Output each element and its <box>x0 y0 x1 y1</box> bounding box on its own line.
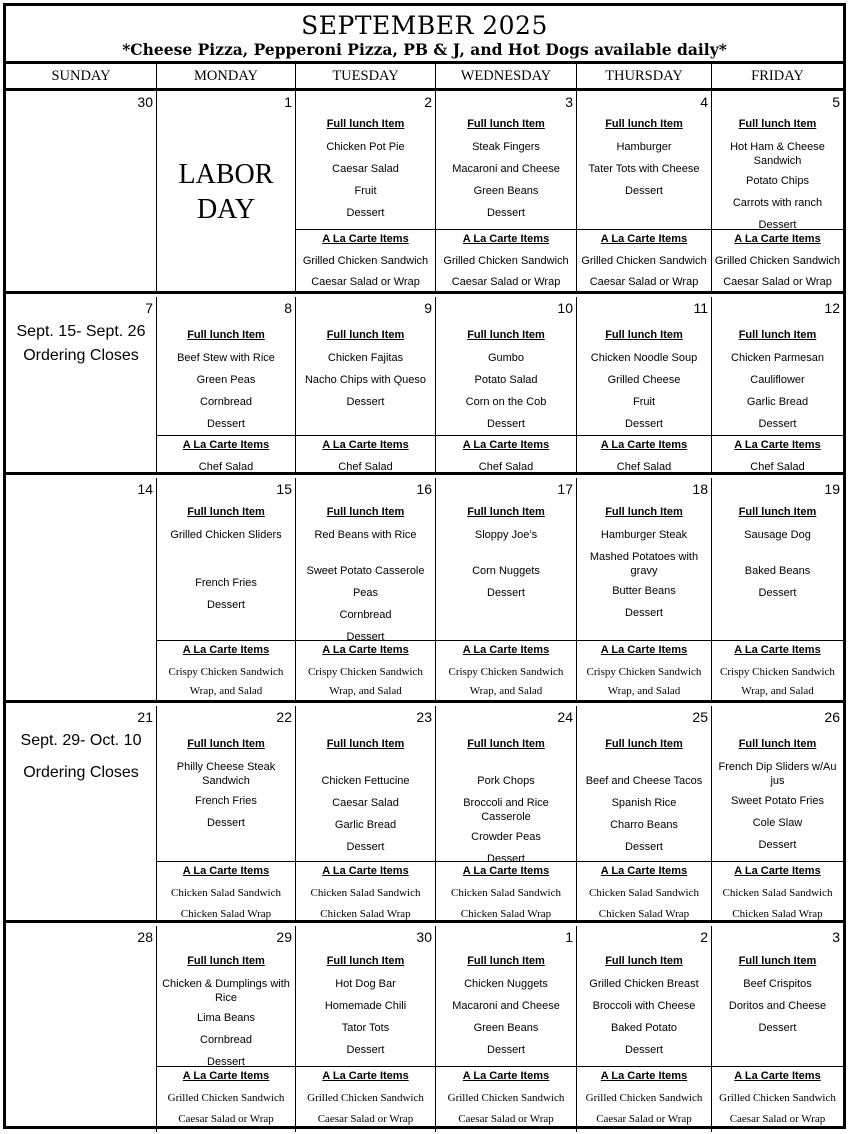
divider <box>712 435 843 436</box>
full-lunch-header: Full lunch Item <box>467 506 545 518</box>
a-la-carte-item: Caesar Salad or Wrap <box>589 276 699 288</box>
menu-item: French Fries <box>195 795 257 807</box>
menu-item: Dessert <box>487 853 525 865</box>
divider <box>296 435 435 436</box>
day-number: 3 <box>565 94 573 110</box>
divider <box>577 1066 711 1067</box>
menu-item: Dessert <box>207 418 245 430</box>
a-la-carte-item: Crispy Chicken Sandwich <box>308 666 423 678</box>
a-la-carte-header: A La Carte Items <box>322 233 409 245</box>
day-cell <box>577 478 712 700</box>
a-la-carte-item: Grilled Chicken Sandwich <box>719 1092 836 1104</box>
weekday-friday: FRIDAY <box>751 68 804 84</box>
day-cell <box>436 706 577 920</box>
a-la-carte-item: Chef Salad <box>478 461 534 473</box>
day-cell <box>157 706 296 920</box>
week-row <box>6 706 843 923</box>
day-number: 14 <box>137 481 153 497</box>
menu-item: Dessert <box>207 599 245 611</box>
week-row <box>6 478 843 703</box>
menu-item: Carrots with ranch <box>732 197 823 209</box>
menu-item: Doritos and Cheese <box>728 1000 827 1012</box>
day-number: 16 <box>416 481 432 497</box>
menu-item: Dessert <box>487 418 525 430</box>
menu-item: Chicken Pot Pie <box>326 141 405 153</box>
day-number: 1 <box>284 94 292 110</box>
menu-item: Cauliflower <box>750 374 805 386</box>
a-la-carte-header: A La Carte Items <box>182 865 270 877</box>
menu-item: Green Beans <box>473 1022 539 1034</box>
menu-item: Hot Dog Bar <box>335 978 396 990</box>
calendar-title: SEPTEMBER 2025 <box>301 11 548 40</box>
full-lunch-header: Full lunch Item <box>187 955 265 967</box>
a-la-carte-item: Chicken Salad Wrap <box>320 908 411 920</box>
day-cell <box>157 297 296 472</box>
ordering-note: Sept. 29- Oct. 10 <box>20 732 142 749</box>
day-number: 29 <box>276 929 292 945</box>
menu-item: Nacho Chips with Queso <box>304 374 427 386</box>
a-la-carte-item: Caesar Salad or Wrap <box>723 276 832 288</box>
divider <box>712 229 843 230</box>
a-la-carte-item: Chicken Salad Sandwich <box>171 887 281 899</box>
day-number: 11 <box>693 300 708 316</box>
menu-item: Grilled Cheese <box>607 374 681 386</box>
day-number: 21 <box>137 709 153 725</box>
a-la-carte-item: Grilled Chicken Sandwich <box>443 255 569 267</box>
full-lunch-header: Full lunch Item <box>738 329 817 341</box>
menu-item: Potato Chips <box>746 175 809 187</box>
day-number: 30 <box>416 929 432 945</box>
menu-item: Chicken Noodle Soup <box>590 352 698 364</box>
menu-item: Sweet Potato Fries <box>731 795 824 807</box>
holiday-label-line: LABOR <box>178 159 274 190</box>
full-lunch-header: Full lunch Item <box>187 329 265 341</box>
full-lunch-header: Full lunch Item <box>187 738 265 750</box>
day-number: 24 <box>557 709 573 725</box>
menu-item: Dessert <box>207 817 245 829</box>
a-la-carte-header: A La Carte Items <box>462 865 550 877</box>
menu-item: Sloppy Joe’s <box>474 529 538 541</box>
a-la-carte-item: Caesar Salad or Wrap <box>451 276 561 288</box>
day-cell <box>296 706 436 920</box>
a-la-carte-item: Chef Salad <box>338 461 393 473</box>
menu-item: Dessert <box>346 1044 385 1056</box>
day-cell <box>712 297 843 472</box>
divider <box>296 1066 435 1067</box>
menu-item: Charro Beans <box>610 819 678 831</box>
divider <box>296 861 435 862</box>
full-lunch-header: Full lunch Item <box>605 738 683 750</box>
day-number: 10 <box>557 300 573 316</box>
a-la-carte-item: Chicken Salad Wrap <box>598 908 690 920</box>
full-lunch-header: Full lunch Item <box>738 738 817 750</box>
a-la-carte-item: Chicken Salad Wrap <box>460 908 552 920</box>
divider <box>712 861 843 862</box>
menu-item: Potato Salad <box>474 374 538 386</box>
menu-item: Broccoli and Rice Casserole <box>463 797 549 823</box>
day-number: 5 <box>832 94 840 110</box>
weekday-wednesday: WEDNESDAY <box>436 64 577 88</box>
divider <box>436 1066 576 1067</box>
a-la-carte-item: Chef Salad <box>750 461 805 473</box>
a-la-carte-item: Grilled Chicken Sandwich <box>307 1092 424 1104</box>
menu-item: Cole Slaw <box>752 817 803 829</box>
a-la-carte-header: A La Carte Items <box>322 439 409 451</box>
divider <box>436 640 576 641</box>
divider <box>577 435 711 436</box>
ordering-note: Sept. 15- Sept. 26 <box>16 323 146 340</box>
full-lunch-header: Full lunch Item <box>467 118 545 130</box>
menu-item: Cornbread <box>200 396 252 408</box>
a-la-carte-item: Grilled Chicken Sandwich <box>714 255 841 267</box>
menu-item: Garlic Bread <box>746 396 809 408</box>
divider <box>712 640 843 641</box>
a-la-carte-item: Grilled Chicken Sandwich <box>581 255 707 267</box>
a-la-carte-item: Grilled Chicken Sandwich <box>585 1092 703 1104</box>
divider <box>296 640 435 641</box>
weekday-header-row <box>6 64 843 91</box>
menu-item: Corn on the Cob <box>465 396 547 408</box>
day-cell <box>157 926 296 1132</box>
day-cell-sunday <box>6 478 157 700</box>
menu-item: Beef Crispitos <box>743 978 812 990</box>
menu-item: Dessert <box>758 1022 797 1034</box>
holiday-label-line: DAY <box>196 194 256 225</box>
menu-item: Macaroni and Cheese <box>452 163 560 175</box>
menu-item: Fruit <box>633 396 655 408</box>
menu-item: Beef and Cheese Tacos <box>585 775 703 787</box>
menu-item: Dessert <box>346 207 385 219</box>
a-la-carte-header: A La Carte Items <box>600 865 688 877</box>
a-la-carte-header: A La Carte Items <box>600 439 688 451</box>
menu-item: Butter Beans <box>612 585 676 597</box>
day-number: 7 <box>145 300 153 316</box>
day-number: 3 <box>832 929 840 945</box>
day-number: 30 <box>137 94 153 110</box>
full-lunch-header: Full lunch Item <box>738 118 817 130</box>
day-cell <box>436 926 577 1132</box>
divider <box>157 1066 295 1067</box>
menu-item: Caesar Salad <box>332 797 399 809</box>
menu-item: Green Peas <box>196 374 256 386</box>
a-la-carte-item: Caesar Salad or Wrap <box>178 1113 274 1125</box>
menu-item: Baked Potato <box>610 1022 678 1034</box>
full-lunch-header: Full lunch Item <box>605 118 683 130</box>
a-la-carte-header: A La Carte Items <box>734 1070 821 1082</box>
ordering-note: Ordering Closes <box>23 764 139 781</box>
menu-item: Chicken Nuggets <box>464 978 548 990</box>
day-number: 18 <box>692 481 708 497</box>
full-lunch-header: Full lunch Item <box>326 329 405 341</box>
a-la-carte-item: Grilled Chicken Sandwich <box>447 1092 565 1104</box>
day-number: 28 <box>137 929 153 945</box>
divider <box>436 435 576 436</box>
day-cell <box>157 91 296 291</box>
menu-item: Homemade Chili <box>324 1000 407 1012</box>
full-lunch-header: Full lunch Item <box>605 955 683 967</box>
menu-item: Lima Beans <box>196 1012 256 1024</box>
a-la-carte-item: Caesar Salad or Wrap <box>458 1113 554 1125</box>
ordering-note: Ordering Closes <box>23 347 139 364</box>
a-la-carte-item: Crispy Chicken Sandwich <box>586 666 702 678</box>
day-cell <box>577 706 712 920</box>
day-cell-sunday <box>6 297 157 472</box>
a-la-carte-header: A La Carte Items <box>600 644 688 656</box>
day-number: 26 <box>824 709 840 725</box>
divider <box>157 640 295 641</box>
full-lunch-header: Full lunch Item <box>467 738 545 750</box>
day-cell <box>577 297 712 472</box>
full-lunch-header: Full lunch Item <box>187 506 265 518</box>
menu-item: Dessert <box>625 1044 663 1056</box>
a-la-carte-header: A La Carte Items <box>462 439 550 451</box>
menu-item: Fruit <box>354 185 377 197</box>
a-la-carte-item: Chicken Salad Sandwich <box>722 887 833 899</box>
day-cell <box>296 926 436 1132</box>
a-la-carte-header: A La Carte Items <box>182 1070 270 1082</box>
menu-item: Steak Fingers <box>472 141 540 153</box>
a-la-carte-header: A La Carte Items <box>734 644 821 656</box>
a-la-carte-item: Wrap, and Salad <box>189 685 263 697</box>
a-la-carte-item: Caesar Salad or Wrap <box>317 1113 414 1125</box>
menu-item: Dessert <box>758 839 797 851</box>
menu-item: Dessert <box>207 1056 245 1068</box>
menu-item: Tater Tots with Cheese <box>588 163 700 175</box>
a-la-carte-header: A La Carte Items <box>322 644 409 656</box>
menu-item: Dessert <box>487 1044 525 1056</box>
a-la-carte-item: Wrap, and Salad <box>469 685 543 697</box>
full-lunch-header: Full lunch Item <box>738 506 817 518</box>
a-la-carte-header: A La Carte Items <box>600 233 688 245</box>
a-la-carte-header: A La Carte Items <box>322 1070 409 1082</box>
a-la-carte-header: A La Carte Items <box>734 865 821 877</box>
weekday-monday: MONDAY <box>157 64 296 88</box>
divider <box>577 229 711 230</box>
menu-item: Crowder Peas <box>471 831 541 843</box>
menu-item: Sausage Dog <box>744 529 811 541</box>
divider <box>712 1066 843 1067</box>
day-cell <box>712 91 843 291</box>
menu-item: Mashed Potatoes with gravy <box>589 551 699 577</box>
a-la-carte-item: Wrap, and Salad <box>607 685 681 697</box>
menu-item: Gumbo <box>487 352 525 364</box>
menu-item: Dessert <box>346 841 385 853</box>
a-la-carte-header: A La Carte Items <box>462 233 550 245</box>
day-cell <box>157 478 296 700</box>
divider <box>577 861 711 862</box>
menu-item: Broccoli with Cheese <box>592 1000 696 1012</box>
a-la-carte-header: A La Carte Items <box>600 1070 688 1082</box>
weekday-tuesday: TUESDAY <box>296 64 436 88</box>
a-la-carte-header: A La Carte Items <box>182 644 270 656</box>
divider <box>436 861 576 862</box>
day-cell-sunday <box>6 926 157 1132</box>
day-number: 23 <box>416 709 432 725</box>
weekday-thursday: THURSDAY <box>577 64 712 88</box>
divider <box>157 861 295 862</box>
day-cell <box>436 478 577 700</box>
day-number: 4 <box>700 94 708 110</box>
a-la-carte-item: Chicken Salad Sandwich <box>451 887 561 899</box>
menu-item: Grilled Chicken Sliders <box>170 529 282 541</box>
menu-item: Dessert <box>758 219 797 231</box>
menu-item: Chicken Fettucine <box>321 775 410 787</box>
menu-item: Tator Tots <box>341 1022 390 1034</box>
weekday-sunday: SUNDAY <box>6 64 157 88</box>
full-lunch-header: Full lunch Item <box>467 955 545 967</box>
a-la-carte-header: A La Carte Items <box>734 439 821 451</box>
day-cell <box>712 706 843 920</box>
full-lunch-header: Full lunch Item <box>605 506 683 518</box>
a-la-carte-item: Caesar Salad or Wrap <box>311 276 420 288</box>
week-row <box>6 926 843 1132</box>
menu-item: Dessert <box>625 418 663 430</box>
a-la-carte-item: Wrap, and Salad <box>329 685 402 697</box>
menu-item: Spanish Rice <box>611 797 677 809</box>
a-la-carte-item: Caesar Salad or Wrap <box>596 1113 692 1125</box>
menu-item: Baked Beans <box>744 565 811 577</box>
menu-item: Hamburger Steak <box>600 529 688 541</box>
day-cell <box>436 91 577 291</box>
a-la-carte-item: Wrap, and Salad <box>741 685 814 697</box>
menu-item: Chicken Fajitas <box>327 352 404 364</box>
a-la-carte-item: Chicken Salad Sandwich <box>310 887 421 899</box>
full-lunch-header: Full lunch Item <box>326 118 405 130</box>
day-number: 9 <box>424 300 432 316</box>
a-la-carte-item: Crispy Chicken Sandwich <box>168 666 284 678</box>
holiday-label <box>157 157 295 227</box>
menu-item: Cornbread <box>339 609 392 621</box>
menu-item: Dessert <box>758 587 797 599</box>
day-cell <box>577 926 712 1132</box>
menu-item: Grilled Chicken Breast <box>589 978 699 990</box>
divider <box>296 229 435 230</box>
menu-item: Pork Chops <box>477 775 535 787</box>
menu-item: Dessert <box>346 396 385 408</box>
calendar-header <box>6 6 843 64</box>
day-number: 19 <box>824 481 840 497</box>
calendar-subtitle: *Cheese Pizza, Pepperoni Pizza, PB & J, and Hot Dogs available daily* <box>122 40 727 59</box>
day-number: 17 <box>557 481 573 497</box>
menu-item: French Fries <box>195 577 257 589</box>
day-cell-sunday <box>6 91 157 291</box>
a-la-carte-item: Crispy Chicken Sandwich <box>720 666 835 678</box>
divider <box>157 435 295 436</box>
day-number: 2 <box>424 94 432 110</box>
day-cell <box>577 91 712 291</box>
a-la-carte-item: Grilled Chicken Sandwich <box>167 1092 285 1104</box>
divider <box>436 229 576 230</box>
day-number: 25 <box>692 709 708 725</box>
a-la-carte-item: Chef Salad <box>198 461 254 473</box>
full-lunch-header: Full lunch Item <box>738 955 817 967</box>
menu-item: Dessert <box>625 185 663 197</box>
full-lunch-header: Full lunch Item <box>326 955 405 967</box>
menu-item: Chicken Parmesan <box>731 352 824 364</box>
a-la-carte-header: A La Carte Items <box>462 644 550 656</box>
week-row <box>6 91 843 294</box>
day-cell <box>296 297 436 472</box>
menu-item: Dessert <box>758 418 797 430</box>
menu-item: Dessert <box>487 207 525 219</box>
day-cell <box>296 478 436 700</box>
full-lunch-header: Full lunch Item <box>605 329 683 341</box>
menu-item: Hot Ham & Cheese Sandwich <box>730 141 825 167</box>
menu-item: Hamburger <box>616 141 672 153</box>
menu-item: Macaroni and Cheese <box>452 1000 560 1012</box>
a-la-carte-item: Chef Salad <box>616 461 672 473</box>
a-la-carte-item: Grilled Chicken Sandwich <box>302 255 429 267</box>
menu-item: Green Beans <box>473 185 539 197</box>
a-la-carte-header: A La Carte Items <box>734 233 821 245</box>
a-la-carte-header: A La Carte Items <box>462 1070 550 1082</box>
day-number: 2 <box>700 929 708 945</box>
day-number: 1 <box>565 929 573 945</box>
week-row <box>6 297 843 475</box>
menu-item: Sweet Potato Casserole <box>306 565 425 577</box>
menu-item: Beef Stew with Rice <box>177 352 275 364</box>
day-number: 22 <box>276 709 292 725</box>
menu-item: Red Beans with Rice <box>314 529 417 541</box>
a-la-carte-item: Chicken Salad Wrap <box>180 908 272 920</box>
calendar <box>3 3 846 1129</box>
menu-item: Dessert <box>625 841 663 853</box>
menu-item: French Dip Sliders w/Au jus <box>718 761 837 787</box>
day-cell-sunday <box>6 706 157 920</box>
a-la-carte-item: Chicken Salad Wrap <box>732 908 823 920</box>
menu-item: Philly Cheese Steak Sandwich <box>176 761 276 787</box>
menu-item: Peas <box>352 587 379 599</box>
day-number: 8 <box>284 300 292 316</box>
menu-item: Dessert <box>346 631 385 643</box>
menu-item: Corn Nuggets <box>472 565 540 577</box>
a-la-carte-header: A La Carte Items <box>322 865 409 877</box>
menu-item: Caesar Salad <box>332 163 399 175</box>
full-lunch-header: Full lunch Item <box>326 506 405 518</box>
day-number: 12 <box>824 300 840 316</box>
full-lunch-header: Full lunch Item <box>467 329 545 341</box>
day-cell <box>296 91 436 291</box>
a-la-carte-item: Caesar Salad or Wrap <box>729 1113 826 1125</box>
full-lunch-header: Full lunch Item <box>326 738 405 750</box>
a-la-carte-item: Chicken Salad Sandwich <box>589 887 699 899</box>
a-la-carte-header: A La Carte Items <box>182 439 270 451</box>
a-la-carte-item: Crispy Chicken Sandwich <box>448 666 564 678</box>
menu-item: Cornbread <box>200 1034 252 1046</box>
divider <box>577 640 711 641</box>
day-cell <box>436 297 577 472</box>
menu-item: Dessert <box>625 607 663 619</box>
menu-item: Garlic Bread <box>334 819 397 831</box>
menu-item: Dessert <box>487 587 525 599</box>
day-number: 15 <box>276 481 292 497</box>
menu-item: Chicken & Dumplings with Rice <box>162 978 290 1004</box>
day-cell <box>712 478 843 700</box>
day-cell <box>712 926 843 1132</box>
